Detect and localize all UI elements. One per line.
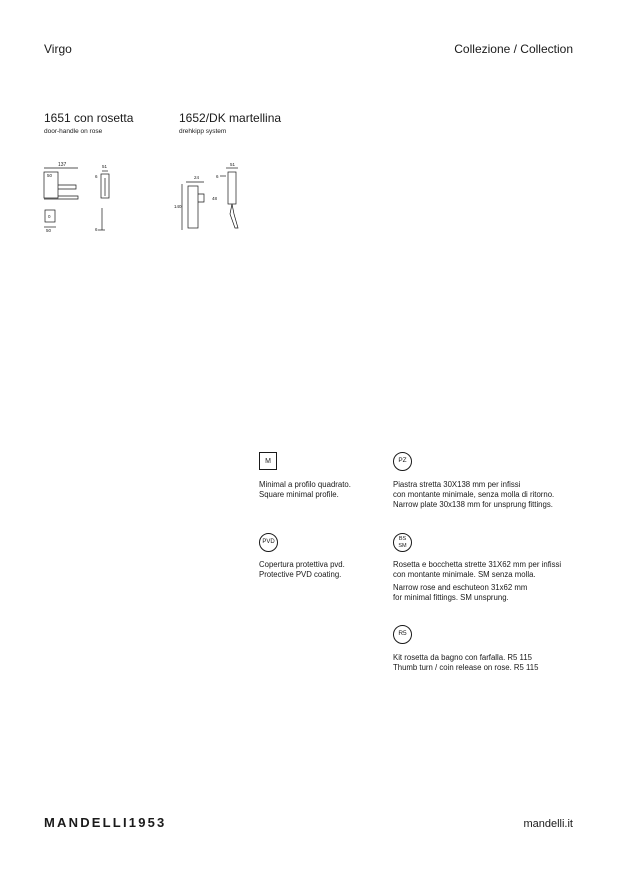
dim-p1-rose: 50 bbox=[47, 173, 53, 178]
feature-r5-line-1: Kit rosetta da bagno con farfalla. R5 115 bbox=[393, 653, 532, 662]
feature-m-text bbox=[259, 480, 351, 500]
feature-pz-line-3: Narrow plate 30x138 mm for unsprung fittings. bbox=[393, 500, 553, 509]
feature-bs-line-3: Narrow rose and eschuteon 31x62 mm bbox=[393, 583, 528, 592]
product-subtitle-1652dk: drehkipp system bbox=[179, 128, 227, 135]
feature-bs-text bbox=[393, 560, 561, 603]
feature-m-line-1: Minimal a profilo quadrato. bbox=[259, 480, 351, 489]
dim-p2-d: 48 bbox=[212, 196, 218, 201]
icon-label-m: M bbox=[265, 457, 271, 465]
dim-p2-a: 51 bbox=[230, 162, 236, 167]
brand-logo: MANDELLI1953 bbox=[44, 815, 167, 830]
feature-r5-line-2: Thumb turn / coin release on rose. R5 115 bbox=[393, 663, 539, 672]
pvd-coating-icon bbox=[259, 533, 278, 552]
dim-p1-width: 137 bbox=[58, 162, 67, 168]
icon-label-bs: BS bbox=[398, 536, 407, 542]
product-title-1652dk: 1652/DK martellina bbox=[179, 111, 282, 125]
dim-p1-depth: 51 bbox=[102, 164, 108, 169]
feature-bs-line-4: for minimal fittings. SM unsprung. bbox=[393, 593, 509, 602]
header-series-name: Virgo bbox=[44, 42, 72, 56]
icon-label-pvd: PVD bbox=[262, 539, 275, 546]
website-link[interactable]: mandelli.it bbox=[523, 818, 573, 830]
icon-label-sm: SM bbox=[398, 542, 407, 549]
dim-p2-b: 24 bbox=[194, 175, 200, 180]
feature-m-line-2: Square minimal profile. bbox=[259, 490, 339, 499]
dim-p1-thick: 6 bbox=[95, 174, 98, 179]
feature-pvd-line-1: Copertura protettiva pvd. bbox=[259, 560, 345, 569]
narrow-plate-icon bbox=[393, 452, 412, 471]
narrow-rose-icon bbox=[393, 533, 412, 552]
dim-p2-c: 6 bbox=[216, 174, 219, 179]
dim-p1-rose-bottom: 50 bbox=[46, 228, 52, 233]
feature-r5-text bbox=[393, 653, 538, 673]
drawing-1651 bbox=[40, 158, 130, 238]
dim-p2-height: 140 bbox=[174, 204, 182, 209]
dim-p1-thick2: 6 bbox=[95, 227, 98, 232]
dim-p1-rose-round: 0 bbox=[48, 214, 51, 219]
feature-bs-line-1: Rosetta e bocchetta strette 31X62 mm per infissi bbox=[393, 560, 562, 569]
thumb-turn-icon bbox=[393, 625, 412, 644]
drawing-1652dk bbox=[172, 158, 248, 238]
feature-pvd-text bbox=[259, 560, 345, 580]
header-collection: Collezione / Collection bbox=[454, 42, 573, 56]
product-subtitle-1651: door-handle on rose bbox=[44, 128, 103, 135]
icon-label-pz: PZ bbox=[398, 457, 407, 465]
feature-pz-line-1: Piastra stretta 30X138 mm per infissi bbox=[393, 480, 521, 489]
feature-bs-line-2: con montante minimale. SM senza molla. bbox=[393, 570, 536, 579]
feature-pz-text bbox=[393, 480, 554, 510]
icon-label-r5: R5 bbox=[398, 630, 407, 638]
feature-pvd-line-2: Protective PVD coating. bbox=[259, 570, 342, 579]
feature-pz-line-2: con montante minimale, senza molla di ritorno. bbox=[393, 490, 555, 499]
minimal-profile-icon bbox=[259, 452, 277, 470]
product-title-1651: 1651 con rosetta bbox=[44, 111, 134, 125]
